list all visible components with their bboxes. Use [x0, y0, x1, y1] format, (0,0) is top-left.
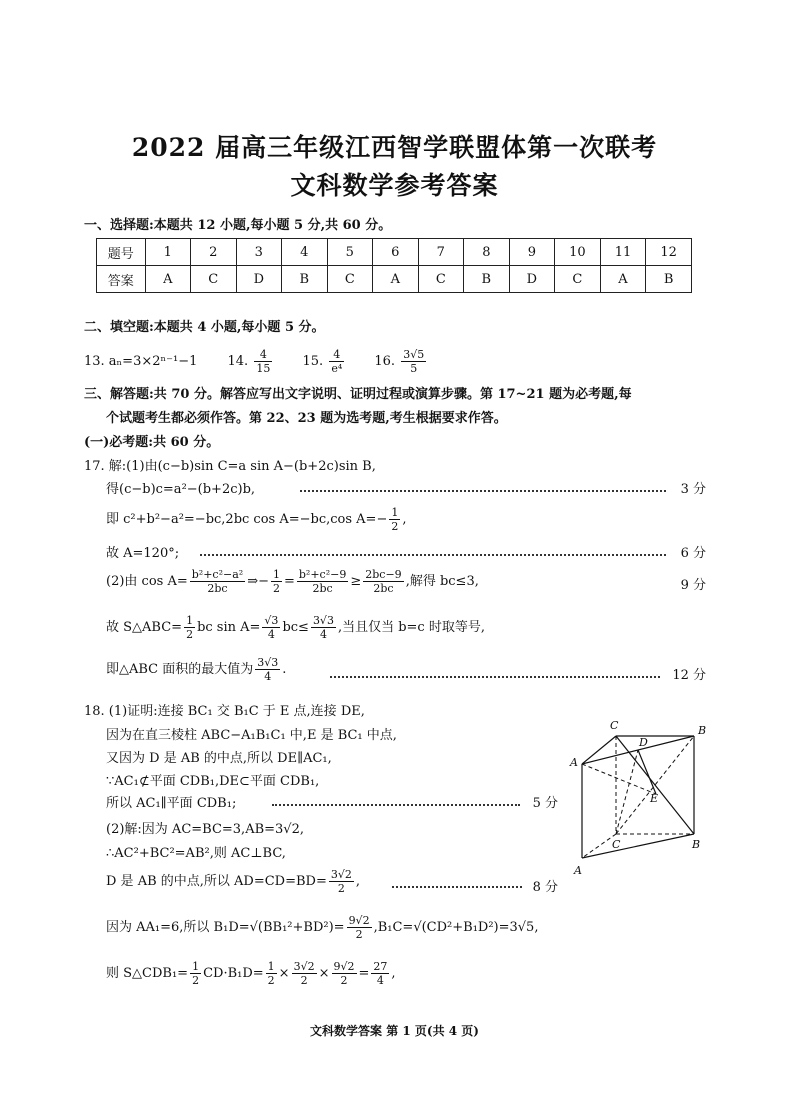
vertex-label: C	[610, 719, 619, 732]
text: 则 S△CDB₁=	[106, 966, 189, 981]
table-cell: 12	[646, 239, 692, 266]
fraction	[389, 506, 400, 533]
text: ,	[391, 966, 396, 981]
table-cell: A	[373, 266, 419, 293]
numerator: 1	[391, 506, 399, 519]
vertex-label: B	[698, 724, 707, 737]
numerator: 1	[272, 568, 280, 581]
fraction	[262, 614, 280, 641]
denominator: e⁴	[331, 362, 343, 375]
denominator: 2	[340, 974, 348, 987]
table-cell: B	[282, 266, 328, 293]
q18-line-1: 18. (1)证明:连接 BC₁ 交 B₁C 于 E 点,连接 DE,	[84, 704, 365, 719]
table-cell: C	[418, 266, 464, 293]
numerator: 2bc−9	[365, 568, 402, 581]
q18-line-10	[106, 960, 396, 987]
numerator: 1	[192, 960, 200, 973]
numerator: b²+c²−9	[298, 568, 347, 581]
answer-16-label: 16.	[374, 354, 396, 369]
text: .	[282, 662, 287, 677]
q18-line-8	[106, 868, 360, 895]
vertex-label: C	[612, 838, 621, 851]
text: ,B₁C=√(CD²+B₁D²)=3√5,	[373, 920, 539, 935]
denominator: 2	[300, 974, 308, 987]
denominator: 2	[267, 974, 275, 987]
table-cell: C	[555, 266, 601, 293]
numerator: 9√2	[348, 914, 370, 927]
fraction	[271, 568, 282, 595]
text: (2)由 cos A=	[106, 574, 188, 589]
text: ×	[278, 966, 290, 981]
section-solve-heading: 三、解答题:共 70 分。解答应写出文字说明、证明过程或演算步骤。第 17~21 题为必考题,每	[84, 387, 632, 402]
table-cell: 7	[418, 239, 464, 266]
answer-16-fraction	[401, 348, 426, 375]
q17-line-5	[106, 568, 479, 595]
score-label: 12 分	[672, 668, 706, 683]
denominator: 4	[319, 628, 327, 641]
fraction	[371, 960, 389, 987]
text: ≥	[350, 574, 362, 589]
fraction	[292, 960, 317, 987]
q17-line-4: 故 A=120°;	[106, 546, 180, 561]
table-cell: 11	[600, 239, 646, 266]
leader-dots	[330, 676, 660, 678]
edge	[582, 834, 694, 858]
q18-line-2: 因为在直三棱柱 ABC−A₁B₁C₁ 中,E 是 BC₁ 中点,	[106, 728, 397, 743]
section-choice-heading: 一、选择题:本题共 12 小题,每小题 5 分,共 60 分。	[84, 218, 392, 233]
table-row	[97, 239, 692, 266]
table-cell: C	[191, 266, 237, 293]
text: ,	[355, 874, 361, 889]
numerator: 9√2	[333, 960, 355, 973]
table-cell: 5	[327, 239, 373, 266]
table-cell: 8	[464, 239, 510, 266]
q17-line-7	[106, 656, 286, 683]
denominator: 2	[186, 628, 194, 641]
leader-dots	[200, 554, 666, 556]
answer-13: 13. aₙ=3×2ⁿ⁻¹−1	[84, 354, 198, 369]
numerator: 3√3	[312, 614, 334, 627]
vertex-label: E	[650, 792, 659, 805]
score-label: 3 分	[680, 482, 706, 497]
table-cell: 2	[191, 239, 237, 266]
q17-line-6	[106, 614, 485, 641]
fill-answers	[84, 348, 428, 375]
hidden-edge	[582, 764, 656, 794]
denominator: 2bc	[207, 582, 228, 595]
answer-table	[96, 238, 692, 293]
denominator: 2	[192, 974, 200, 987]
answer-15-fraction	[329, 348, 344, 375]
table-cell: A	[145, 266, 191, 293]
q18-line-7: ∴AC²+BC²=AB²,则 AC⊥BC,	[106, 846, 286, 861]
vertex-label: A	[570, 756, 578, 769]
q17-line-3	[106, 506, 406, 533]
answer-14-fraction	[254, 348, 272, 375]
leader-dots	[300, 490, 666, 492]
table-cell: C	[327, 266, 373, 293]
table-cell: 9	[509, 239, 555, 266]
table-cell: 题号	[97, 239, 146, 266]
text: bc≤	[282, 620, 309, 635]
table-cell: 3	[236, 239, 282, 266]
leader-dots	[392, 886, 522, 888]
table-cell: 4	[282, 239, 328, 266]
text: CD·B₁D=	[203, 966, 264, 981]
table-row	[97, 266, 692, 293]
score-label: 9 分	[680, 578, 706, 593]
leader-dots	[272, 804, 520, 806]
text: 故 S△ABC=	[106, 620, 183, 635]
text: =	[358, 966, 370, 981]
q17-line-2: 得(c−b)c=a²−(b+2c)b,	[106, 482, 256, 497]
hidden-edge	[616, 750, 638, 834]
section-required-heading: (一)必考题:共 60 分。	[84, 435, 220, 450]
numerator: b²+c²−a²	[191, 568, 244, 581]
numerator: 3√2	[293, 960, 315, 973]
q18-line-5: 所以 AC₁∥平面 CDB₁;	[106, 796, 237, 811]
score-label: 8 分	[532, 880, 558, 895]
q17-line-1: 17. 解:(1)由(c−b)sin C=a sin A−(b+2c)sin B,	[84, 459, 376, 474]
numerator: 1	[267, 960, 275, 973]
denominator: 2	[272, 582, 280, 595]
text: ,当且仅当 b=c 时取等号,	[337, 620, 485, 635]
fraction	[363, 568, 403, 595]
denominator: 5	[410, 362, 418, 375]
denominator: 2bc	[373, 582, 394, 595]
fraction	[332, 960, 357, 987]
q18-line-6: (2)解:因为 AC=BC=3,AB=3√2,	[106, 822, 304, 837]
denominator: 4	[376, 974, 384, 987]
table-cell: A	[600, 266, 646, 293]
vertex-label: A	[574, 864, 582, 877]
text: 因为 AA₁=6,所以 B₁D=√(BB₁²+BD²)=	[106, 920, 345, 935]
denominator: 2	[355, 928, 363, 941]
fraction	[184, 614, 195, 641]
table-cell: 10	[555, 239, 601, 266]
section-fill-heading: 二、填空题:本题共 4 小题,每小题 5 分。	[84, 320, 325, 335]
score-label: 5 分	[532, 796, 558, 811]
numerator: 27	[373, 960, 388, 973]
text: D 是 AB 的中点,所以 AD=CD=BD=	[106, 874, 327, 889]
numerator: √3	[264, 614, 279, 627]
numerator: 4	[329, 348, 344, 362]
vertex-label: B	[692, 838, 701, 851]
text: ×	[318, 966, 330, 981]
numerator: 3√3	[257, 656, 279, 669]
prism-figure	[566, 716, 716, 881]
fraction	[329, 868, 354, 895]
denominator: 2	[337, 882, 345, 895]
fraction	[266, 960, 277, 987]
denominator: 2bc	[312, 582, 333, 595]
text: 即△ABC 面积的最大值为	[106, 662, 254, 677]
table-cell: B	[646, 266, 692, 293]
score-label: 6 分	[680, 546, 706, 561]
page-subtitle: 文科数学参考答案	[290, 171, 499, 200]
answer-14-label: 14.	[227, 354, 249, 369]
denominator: 15	[256, 362, 271, 375]
vertex-label: D	[639, 736, 648, 749]
page-footer: 文科数学答案 第 1 页(共 4 页)	[310, 1024, 479, 1038]
fraction	[190, 960, 201, 987]
numerator: 1	[186, 614, 194, 627]
page-title: 2022 届高三年级江西智学联盟体第一次联考	[131, 133, 658, 162]
q18-line-9	[106, 914, 538, 941]
section-solve-heading-cont: 个试题考生都必须作答。第 22、23 题为选考题,考生根据要求作答。	[106, 411, 507, 426]
answer-15-label: 15.	[302, 354, 324, 369]
table-cell: 6	[373, 239, 419, 266]
fraction	[297, 568, 348, 595]
denominator: 2	[391, 520, 399, 533]
table-cell: 1	[145, 239, 191, 266]
numerator: 3√2	[330, 868, 352, 881]
table-cell: B	[464, 266, 510, 293]
text: ⇒−	[247, 574, 269, 589]
table-cell: D	[236, 266, 282, 293]
fraction	[190, 568, 245, 595]
fraction	[311, 614, 336, 641]
text: ,	[402, 512, 407, 527]
fraction	[255, 656, 280, 683]
q18-line-4: ∵AC₁⊄平面 CDB₁,DE⊂平面 CDB₁,	[106, 774, 320, 789]
table-cell: 答案	[97, 266, 146, 293]
table-cell: D	[509, 266, 555, 293]
text: ,解得 bc≤3,	[405, 574, 479, 589]
fraction	[347, 914, 372, 941]
numerator: 3√5	[403, 348, 425, 361]
denominator: 4	[267, 628, 275, 641]
q18-line-3: 又因为 D 是 AB 的中点,所以 DE∥AC₁,	[106, 751, 332, 766]
text: 即 c²+b²−a²=−bc,2bc cos A=−bc,cos A=−	[106, 512, 388, 527]
denominator: 4	[264, 670, 272, 683]
text: bc sin A=	[197, 620, 261, 635]
numerator: 4	[254, 348, 272, 362]
text: =	[283, 574, 295, 589]
